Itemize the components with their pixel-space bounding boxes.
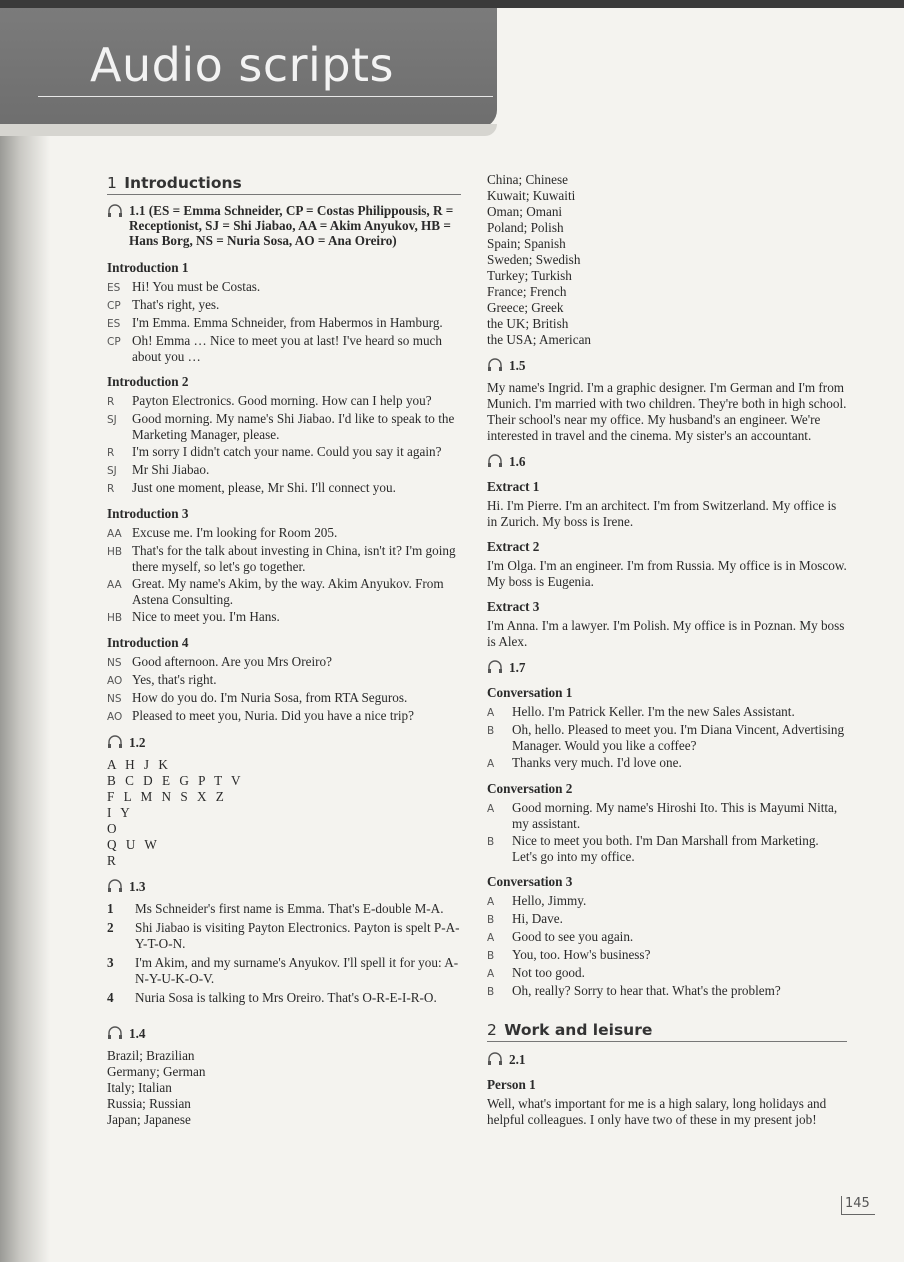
item-text: Ms Schneider's first name is Emma. That's E-double M-A.	[135, 901, 444, 916]
item-number: 4	[107, 990, 114, 1005]
page-title: Audio scripts	[90, 38, 395, 92]
list-item: Greece; Greek	[487, 300, 564, 315]
dialogue-line	[487, 947, 847, 964]
track-number: 1.4	[129, 1026, 146, 1041]
speaker: B	[487, 986, 495, 998]
person-1-text: Well, what's important for me is a high salary, long holidays and helpful colleagues. I only have two of these in my present job!	[487, 1096, 827, 1127]
list-item: Japan; Japanese	[107, 1112, 191, 1127]
speaker: A	[487, 896, 495, 908]
track-number: 1.3	[129, 879, 146, 894]
dialogue-line	[107, 690, 461, 707]
speaker: HB	[107, 546, 123, 558]
line-text: Good morning. My name's Shi Jiabao. I'd like to speak to the Marketing Manager, please.	[132, 411, 455, 442]
speaker: AA	[107, 528, 122, 540]
dialogue-line	[107, 525, 461, 542]
track-1-3	[107, 879, 461, 895]
line-text: Oh! Emma … Nice to meet you at last! I've heard so much about you …	[132, 333, 442, 364]
section-title: Introductions	[124, 174, 242, 192]
page-gutter-shadow	[0, 0, 50, 1262]
dialogue-line	[487, 833, 847, 865]
speaker: A	[487, 803, 495, 815]
line-text: Mr Shi Jiabao.	[132, 462, 210, 477]
list-item: Kuwait; Kuwaiti	[487, 188, 576, 203]
conversation-3-heading: Conversation 3	[487, 874, 573, 889]
line-text: Oh, really? Sorry to hear that. What's the problem?	[512, 983, 781, 998]
introduction-1-heading: Introduction 1	[107, 260, 189, 275]
speaker: AO	[107, 675, 123, 687]
extract-1-heading: Extract 1	[487, 479, 540, 494]
speaker: R	[107, 447, 115, 459]
line-text: Hi! You must be Costas.	[132, 279, 261, 294]
list-item: Brazil; Brazilian	[107, 1048, 195, 1063]
dialogue-line	[107, 672, 461, 689]
list-item: France; French	[487, 284, 567, 299]
dialogue-line	[107, 333, 461, 365]
list-item	[107, 955, 461, 987]
item-text: Shi Jiabao is visiting Payton Electronics. Payton is spelt P-A-Y-T-O-N.	[135, 920, 460, 951]
line-text: Excuse me. I'm looking for Room 205.	[132, 525, 338, 540]
headphones-icon	[487, 358, 509, 374]
line-text: Nice to meet you. I'm Hans.	[132, 609, 280, 624]
line-text: Pleased to meet you, Nuria. Did you have a nice trip?	[132, 708, 414, 723]
speaker: A	[487, 707, 495, 719]
dialogue-line	[107, 480, 461, 497]
track-number: 2.1	[509, 1052, 526, 1067]
list-item	[107, 990, 461, 1006]
speaker: SJ	[107, 465, 117, 477]
list-item	[107, 920, 461, 952]
letter-row: I Y	[107, 805, 133, 820]
header-band	[0, 8, 497, 128]
dialogue-line	[487, 800, 847, 832]
speaker: B	[487, 836, 495, 848]
speaker: A	[487, 932, 495, 944]
track-number: 1.6	[509, 454, 526, 469]
dialogue-line	[107, 576, 461, 608]
dialogue-line	[107, 543, 461, 575]
list-item: Russia; Russian	[107, 1096, 191, 1111]
track-1-5	[487, 358, 847, 374]
section-number: 2	[487, 1021, 497, 1039]
track-1-1	[107, 203, 461, 248]
speaker: CP	[107, 336, 121, 348]
dialogue-line	[107, 393, 461, 410]
line-text: That's for the talk about investing in China, isn't it? I'm going there myself, so let's go together.	[132, 543, 456, 574]
headphones-icon	[107, 1026, 129, 1042]
dialogue-line	[487, 965, 847, 982]
introduction-2-heading: Introduction 2	[107, 374, 189, 389]
introduction-1-dialogue	[107, 279, 461, 365]
section-heading-work-and-leisure	[487, 1022, 847, 1042]
list-item: the USA; American	[487, 332, 592, 347]
speaker: ES	[107, 282, 121, 294]
headphones-icon	[107, 203, 129, 248]
extract-3-text: I'm Anna. I'm a lawyer. I'm Polish. My office is in Poznan. My boss is Alex.	[487, 618, 845, 649]
introduction-2-dialogue	[107, 393, 461, 497]
track-2-1	[487, 1052, 847, 1068]
left-column	[107, 172, 461, 1128]
speaker: R	[107, 483, 115, 495]
line-text: Good morning. My name's Hiroshi Ito. This is Mayumi Nitta, my assistant.	[512, 800, 838, 831]
line-text: Yes, that's right.	[132, 672, 217, 687]
item-number: 1	[107, 901, 114, 916]
conversation-2-dialogue	[487, 800, 847, 865]
line-text: That's right, yes.	[132, 297, 220, 312]
speaker: CP	[107, 300, 121, 312]
speaker: ES	[107, 318, 121, 330]
track-number: 1.7	[509, 660, 526, 675]
line-text: I'm sorry I didn't catch your name. Could you say it again?	[132, 444, 442, 459]
speaker: NS	[107, 657, 122, 669]
speaker: R	[107, 396, 115, 408]
dialogue-line	[107, 297, 461, 314]
section-number: 1	[107, 174, 117, 192]
person-1-heading: Person 1	[487, 1077, 536, 1092]
dialogue-line	[487, 929, 847, 946]
extract-2-heading: Extract 2	[487, 539, 540, 554]
item-number: 3	[107, 955, 114, 970]
line-text: Good to see you again.	[512, 929, 634, 944]
letter-row: B C D E G P T V	[107, 773, 244, 788]
dialogue-line	[107, 315, 461, 332]
conversation-1-dialogue	[487, 704, 847, 772]
dialogue-line	[107, 411, 461, 443]
line-text: How do you do. I'm Nuria Sosa, from RTA Seguros.	[132, 690, 408, 705]
track-title-text: 1.1 (ES = Emma Schneider, CP = Costas Philippousis, R = Receptionist, SJ = Shi Jiabao, AA = Akim Anyukov, HB = Hans Borg, NS = Nuria Sosa, AO = Ana Oreiro)	[129, 203, 454, 248]
right-column	[487, 172, 847, 1128]
headphones-icon	[107, 735, 129, 751]
track-1-6	[487, 454, 847, 470]
dialogue-line	[107, 279, 461, 296]
extract-2-text: I'm Olga. I'm an engineer. I'm from Russia. My office is in Moscow. My boss is Eugenia.	[487, 558, 847, 589]
introduction-4-dialogue	[107, 654, 461, 725]
dialogue-line	[487, 911, 847, 928]
dialogue-line	[487, 893, 847, 910]
section-title: Work and leisure	[504, 1021, 653, 1039]
headphones-icon	[107, 879, 129, 895]
extract-3-heading: Extract 3	[487, 599, 540, 614]
speaker: B	[487, 950, 495, 962]
dialogue-line	[487, 755, 847, 772]
speaker: A	[487, 968, 495, 980]
line-text: Hello. I'm Patrick Keller. I'm the new Sales Assistant.	[512, 704, 795, 719]
extract-1-text: Hi. I'm Pierre. I'm an architect. I'm from Switzerland. My office is in Zurich. My boss is Irene.	[487, 498, 837, 529]
nationality-list-continued	[487, 172, 847, 348]
list-item: the UK; British	[487, 316, 569, 331]
dialogue-line	[487, 722, 847, 754]
headphones-icon	[487, 660, 509, 676]
top-edge	[0, 0, 904, 8]
list-item: Poland; Polish	[487, 220, 564, 235]
item-text: Nuria Sosa is talking to Mrs Oreiro. That's O-R-E-I-R-O.	[135, 990, 437, 1005]
nationality-list	[107, 1048, 461, 1128]
dialogue-line	[107, 609, 461, 626]
item-text: I'm Akim, and my surname's Anyukov. I'll spell it for you: A-N-Y-U-K-O-V.	[135, 955, 459, 986]
line-text: Just one moment, please, Mr Shi. I'll connect you.	[132, 480, 396, 495]
page-number: 145	[841, 1196, 875, 1215]
list-item	[107, 901, 461, 917]
spelling-list	[107, 901, 461, 1006]
conversation-2-heading: Conversation 2	[487, 781, 573, 796]
speaker: NS	[107, 693, 122, 705]
letter-row: F L M N S X Z	[107, 789, 227, 804]
headphones-icon	[487, 454, 509, 470]
speaker: B	[487, 914, 495, 926]
introduction-3-dialogue	[107, 525, 461, 626]
letter-row: A H J K	[107, 757, 171, 772]
speaker: SJ	[107, 414, 117, 426]
conversation-1-heading: Conversation 1	[487, 685, 573, 700]
speaker: A	[487, 758, 495, 770]
list-item: China; Chinese	[487, 172, 568, 187]
list-item: Spain; Spanish	[487, 236, 566, 251]
track-number: 1.2	[129, 735, 146, 750]
line-text: Nice to meet you both. I'm Dan Marshall from Marketing. Let's go into my office.	[512, 833, 819, 864]
line-text: Hi, Dave.	[512, 911, 563, 926]
letter-row: O	[107, 821, 120, 836]
list-item: Sweden; Swedish	[487, 252, 581, 267]
line-text: I'm Emma. Emma Schneider, from Habermos in Hamburg.	[132, 315, 443, 330]
dialogue-line	[107, 444, 461, 461]
line-text: Payton Electronics. Good morning. How can I help you?	[132, 393, 432, 408]
speaker: B	[487, 725, 495, 737]
list-item: Italy; Italian	[107, 1080, 172, 1095]
line-text: Oh, hello. Pleased to meet you. I'm Diana Vincent, Advertising Manager. Would you like a coffee?	[512, 722, 845, 753]
section-heading-introductions	[107, 175, 461, 195]
letter-row: R	[107, 853, 119, 868]
list-item: Oman; Omani	[487, 204, 563, 219]
track-1-4	[107, 1026, 461, 1042]
introduction-3-heading: Introduction 3	[107, 506, 189, 521]
dialogue-line	[107, 654, 461, 671]
dialogue-line	[107, 708, 461, 725]
dialogue-line	[107, 462, 461, 479]
line-text: Not too good.	[512, 965, 585, 980]
letter-row: Q U W	[107, 837, 160, 852]
track-1-2	[107, 735, 461, 751]
track-1-7	[487, 660, 847, 676]
speaker: AA	[107, 579, 122, 591]
item-number: 2	[107, 920, 114, 935]
line-text: You, too. How's business?	[512, 947, 651, 962]
header-rule	[38, 96, 493, 97]
speaker: AO	[107, 711, 123, 723]
list-item: Turkey; Turkish	[487, 268, 572, 283]
ingrid-paragraph: My name's Ingrid. I'm a graphic designer. I'm German and I'm from Munich. I'm married with two children. They're both in high school. Their school's near my office. My husband's an engineer. We're interested in travel and the cinema. My sister's an accountant.	[487, 380, 847, 443]
dialogue-line	[487, 704, 847, 721]
speaker: HB	[107, 612, 123, 624]
track-number: 1.5	[509, 358, 526, 373]
list-item: Germany; German	[107, 1064, 206, 1079]
dialogue-line	[487, 983, 847, 1000]
conversation-3-dialogue	[487, 893, 847, 1000]
line-text: Thanks very much. I'd love one.	[512, 755, 682, 770]
introduction-4-heading: Introduction 4	[107, 635, 189, 650]
line-text: Good afternoon. Are you Mrs Oreiro?	[132, 654, 332, 669]
line-text: Hello, Jimmy.	[512, 893, 587, 908]
headphones-icon	[487, 1052, 509, 1068]
line-text: Great. My name's Akim, by the way. Akim Anyukov. From Astena Consulting.	[132, 576, 444, 607]
alphabet-groups	[107, 757, 461, 869]
